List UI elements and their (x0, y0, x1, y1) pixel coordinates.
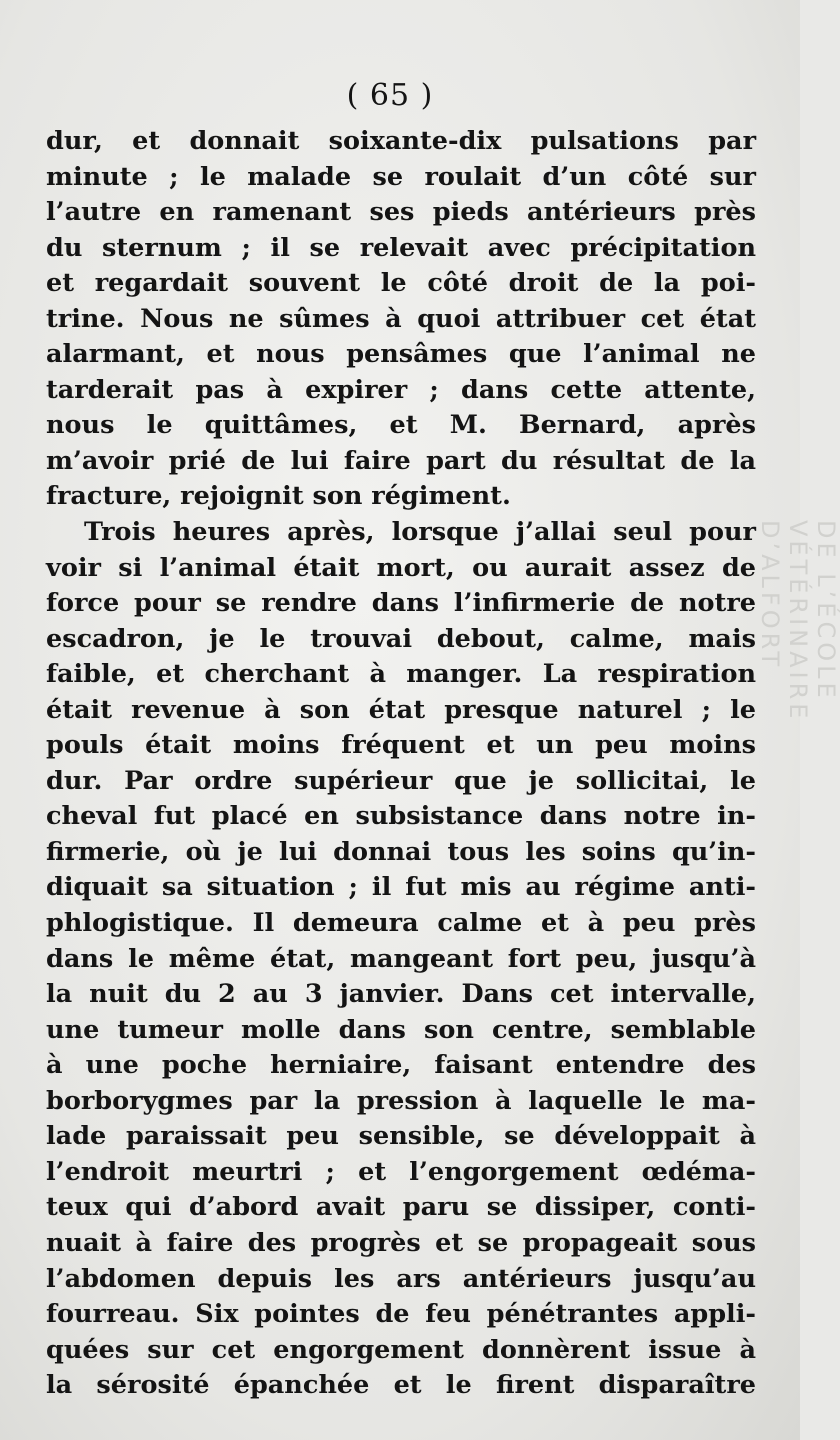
text-line: dur, et donnait soixante-dix pulsations par (46, 126, 756, 156)
text-line: minute ; le malade se roulait d’un côté sur (46, 161, 756, 192)
text-line: la sérosité épanchée et le firent disparaître (46, 1370, 756, 1401)
text-line: à une poche herniaire, faisant entendre des (46, 1050, 756, 1081)
text-line: l’endroit meurtri ; et l’engorgement œdéma- (46, 1156, 756, 1187)
text-line: alarmant, et nous pensâmes que l’animal ne (46, 339, 756, 370)
library-stamp (752, 520, 840, 880)
text-line: du sternum ; il se relevait avec précipitation (46, 232, 756, 263)
library-stamp-text: DE L’ÉCOLE VÉTÉRINAIRE D’ALFORT (756, 520, 840, 723)
text-line: faible, et cherchant à manger. La respiration (46, 659, 756, 690)
text-line: force pour se rendre dans l’infirmerie de notre (46, 588, 756, 619)
text-line: m’avoir prié de lui faire part du résultat de la (46, 445, 756, 476)
paragraph-start-line: Trois heures après, lorsque j’allai seul pour (84, 517, 756, 548)
text-line: cheval fut placé en subsistance dans notre in- (46, 801, 756, 832)
page-number: ( 65 ) (346, 78, 434, 113)
body-text (46, 124, 756, 1404)
text-line: la nuit du 2 au 3 janvier. Dans cet intervalle, (46, 979, 756, 1010)
text-line: fourreau. Six pointes de feu pénétrantes appli- (46, 1299, 756, 1330)
text-line: et regardait souvent le côté droit de la poi- (46, 268, 756, 299)
text-line: l’abdomen depuis les ars antérieurs jusqu’au (46, 1263, 756, 1294)
text-line: lade paraissait peu sensible, se développait à (46, 1121, 756, 1152)
text-line: l’autre en ramenant ses pieds antérieurs près (46, 197, 756, 228)
text-line: nous le quittâmes, et M. Bernard, après (46, 410, 756, 441)
text-line: une tumeur molle dans son centre, semblable (46, 1014, 756, 1045)
text-line: phlogistique. Il demeura calme et à peu près (46, 908, 756, 939)
text-line: nuait à faire des progrès et se propageait sous (46, 1227, 756, 1258)
text-line: escadron, je le trouvai debout, calme, mais (46, 623, 756, 654)
text-line: teux qui d’abord avait paru se dissiper, conti- (46, 1192, 756, 1223)
text-line: pouls était moins fréquent et un peu moins (46, 730, 756, 761)
text-line: dans le même état, mangeant fort peu, jusqu’à (46, 943, 756, 974)
text-line: tarderait pas à expirer ; dans cette attente, (46, 374, 756, 405)
text-line: voir si l’animal était mort, ou aurait assez de (46, 552, 756, 583)
text-line: quées sur cet engorgement donnèrent issue à (46, 1334, 756, 1365)
text-line: firmerie, où je lui donnai tous les soins qu’in- (46, 836, 756, 867)
text-line: trine. Nous ne sûmes à quoi attribuer cet état (46, 303, 756, 334)
text-line: était revenue à son état presque naturel ; le (46, 694, 756, 725)
text-line: borborygmes par la pression à laquelle le ma- (46, 1085, 756, 1116)
text-line: diquait sa situation ; il fut mis au régime anti- (46, 872, 756, 903)
paragraph-end-line: fracture, rejoignit son régiment. (46, 481, 511, 512)
text-line: dur. Par ordre supérieur que je sollicitai, le (46, 765, 756, 796)
